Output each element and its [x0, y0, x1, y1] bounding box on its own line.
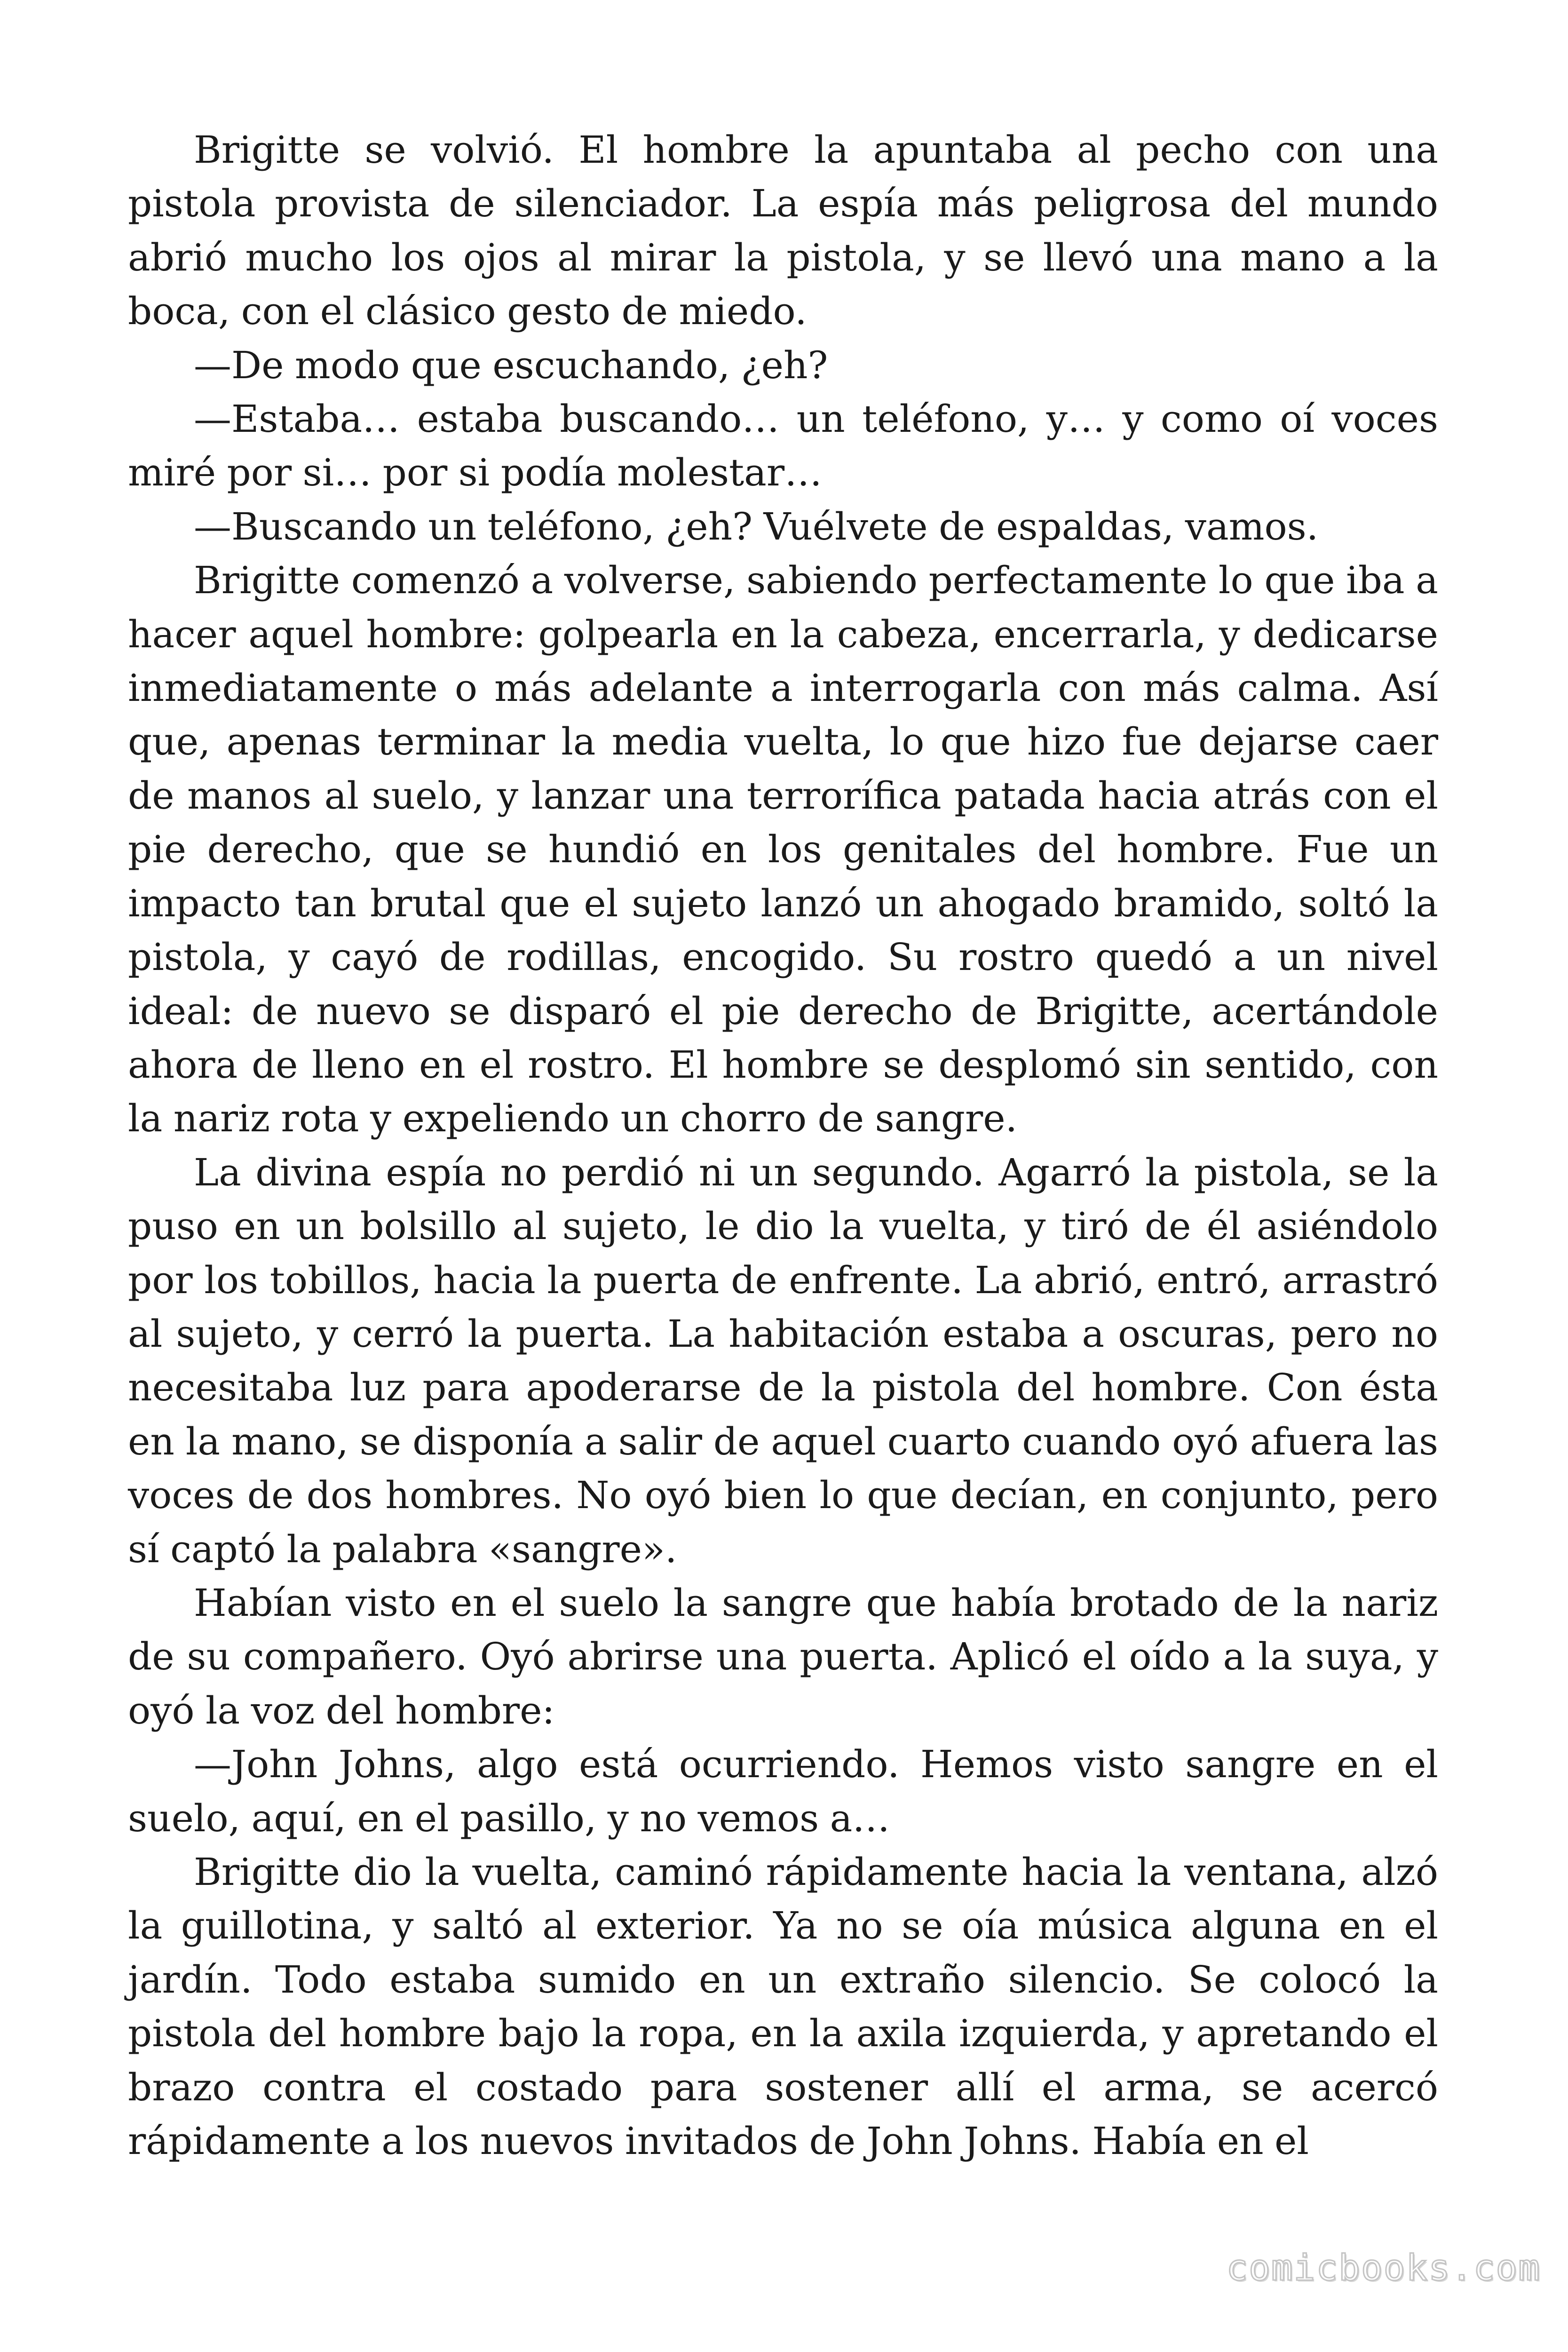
watermark: comicbooks.com	[1226, 2247, 1541, 2288]
paragraph: —Buscando un teléfono, ¿eh? Vuélvete de espaldas, vamos.	[194, 504, 1319, 548]
paragraph: Brigitte dio la vuelta, caminó rápidamente hacia la ventana, alzó la guillotina, y saltó al exterior. Ya no se oía música alguna en el jardín. Todo estaba sumido en un extraño silencio. Se colocó la pistola del hombre bajo la ropa, en la axila izquierda, y apretando el brazo contra el costado para sostener allí el arma, se acercó rápidamente a los nuevos invitados de John Johns. Había en el	[128, 1850, 1438, 2163]
paragraph: —John Johns, algo está ocurriendo. Hemos visto sangre en el suelo, aquí, en el pasillo, y no vemos a…	[128, 1742, 1438, 1840]
paragraph: —Estaba… estaba buscando… un teléfono, y… y como oí voces miré por si… por si podía molestar…	[128, 397, 1438, 495]
paragraph: La divina espía no perdió ni un segundo. Agarró la pistola, se la puso en un bolsillo al sujeto, le dio la vuelta, y tiró de él asiéndolo por los tobillos, hacia la puerta de enfrente. La abrió, entró, arrastró al sujeto, y cerró la puerta. La habitación estaba a oscuras, pero no necesitaba luz para apoderarse de la pistola del hombre. Con ésta en la mano, se disponía a salir de aquel cuarto cuando oyó afuera las voces de dos hombres. No oyó bien lo que decían, en conjunto, pero sí captó la palabra «sangre».	[128, 1150, 1438, 1571]
paragraph: Habían visto en el suelo la sangre que había brotado de la nariz de su compañero. Oyó abrirse una puerta. Aplicó el oído a la suya, y oyó la voz del hombre:	[128, 1581, 1438, 1732]
body-text	[128, 123, 1438, 2168]
paragraph: Brigitte se volvió. El hombre la apuntaba al pecho con una pistola provista de silenciador. La espía más peligrosa del mundo abrió mucho los ojos al mirar la pistola, y se llevó una mano a la boca, con el clásico gesto de miedo.	[128, 128, 1438, 334]
paragraph: Brigitte comenzó a volverse, sabiendo perfectamente lo que iba a hacer aquel hombre: golpearla en la cabeza, encerrarla, y dedicarse inmediatamente o más adelante a interrogarla con más calma. Así que, apenas terminar la media vuelta, lo que hizo fue dejarse caer de manos al suelo, y lanzar una terrorífica patada hacia atrás con el pie derecho, que se hundió en los genitales del hombre. Fue un impacto tan brutal que el sujeto lanzó un ahogado bramido, soltó la pistola, y cayó de rodillas, encogido. Su rostro quedó a un nivel ideal: de nuevo se disparó el pie derecho de Brigitte, acertándole ahora de lleno en el rostro. El hombre se desplomó sin sentido, con la nariz rota y expeliendo un chorro de sangre.	[128, 558, 1438, 1141]
paragraph: —De modo que escuchando, ¿eh?	[194, 343, 828, 387]
